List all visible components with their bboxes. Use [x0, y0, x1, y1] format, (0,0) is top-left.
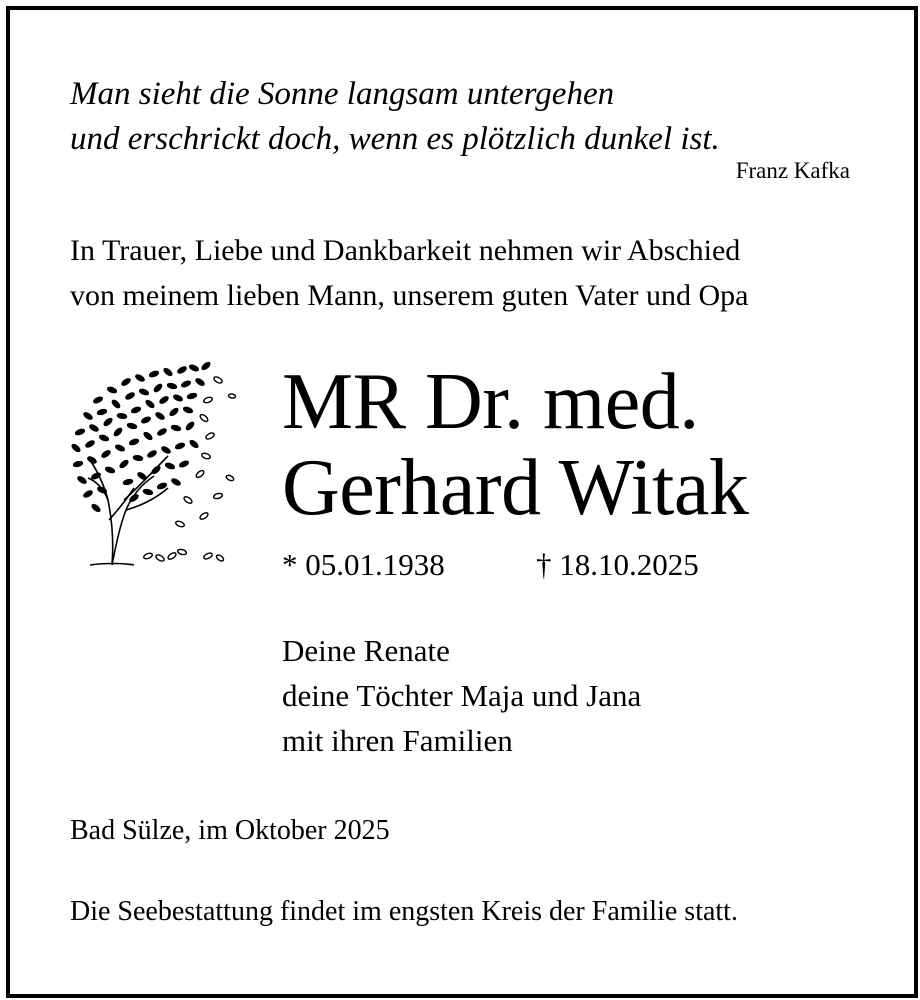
quote-line-2: und erschrickt doch, wenn es plötzlich dunkel ist. [70, 121, 720, 157]
mourner-line-2: deine Töchter Maja und Jana [282, 678, 642, 713]
quote-author: Franz Kafka [735, 158, 850, 183]
intro-line-1: In Trauer, Liebe und Dankbarkeit nehmen wir Abschied [70, 234, 741, 267]
death-date: † 18.10.2025 [536, 547, 699, 582]
intro-line-2: von meinem lieben Mann, unserem guten Vater und Opa [70, 279, 749, 312]
mourner-line-1: Deine Renate [282, 633, 450, 668]
deceased-name-line-1: MR Dr. med. [282, 358, 699, 446]
deceased-name-line-2: Gerhard Witak [282, 444, 749, 532]
birth-date: * 05.01.1938 [282, 547, 445, 582]
burial-note: Die Seebestattung findet im engsten Kreis der Familie statt. [70, 896, 738, 927]
tree-in-wind-icon [68, 360, 240, 572]
mourner-line-3: mit ihren Familien [282, 723, 513, 758]
place-and-date: Bad Sülze, im Oktober 2025 [70, 815, 390, 846]
quote-line-1: Man sieht die Sonne langsam untergehen [70, 76, 615, 112]
